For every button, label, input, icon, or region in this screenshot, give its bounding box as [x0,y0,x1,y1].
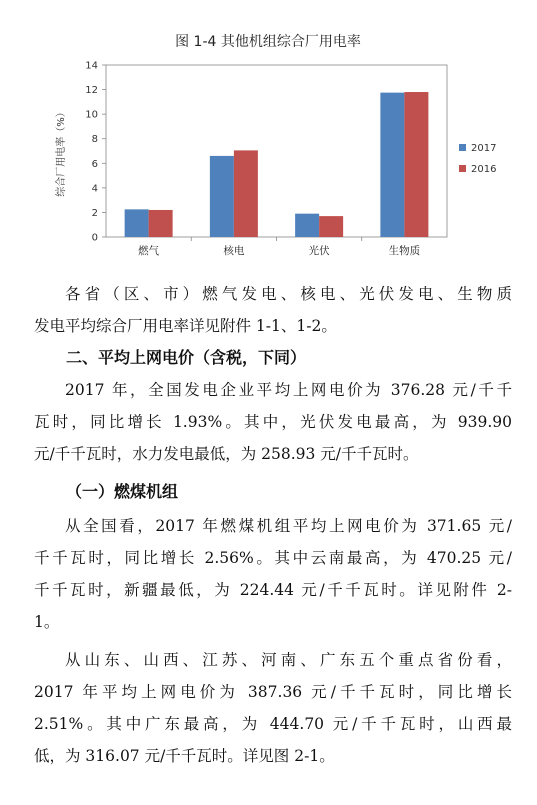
y-tick-label: 10 [85,109,98,121]
paragraph-national-price [34,374,512,470]
y-tick-label: 6 [91,158,98,170]
y-axis-label: 综合厂用电率（%） [56,107,67,197]
legend [459,143,496,175]
text-line: 元/千千瓦时，水力发电最低，为 258.93 元/千千瓦时。 [34,445,419,463]
y-tick-label: 4 [91,183,98,195]
text-line: 发电平均综合厂用电率详见附件 1-1、1-2。 [34,317,337,335]
legend-label: 2017 [471,143,497,154]
bar-2016 [149,210,173,237]
bar-2017 [380,93,404,237]
text-line: 1。 [34,613,60,631]
chart-svg [0,0,537,270]
paragraph-attachment-note [34,278,512,342]
text-line: 各省（区、市）燃气发电、核电、光伏发电、生物质 [65,285,512,303]
bars [125,92,429,237]
legend-label: 2016 [471,164,497,175]
bar-2016 [319,216,343,237]
y-tick-label: 0 [91,232,98,244]
y-tick-label: 12 [85,85,98,97]
bar-2017 [125,209,149,237]
x-tick-label: 生物质 [388,245,421,257]
y-tick-label: 14 [85,60,98,72]
legend-swatch [459,165,466,172]
subsection-heading-coal: （一）燃煤机组 [66,482,179,501]
bar-2017 [210,156,234,237]
text-line: 2.51%。其中广东最高，为 444.70 元/千千瓦时，山西最 [34,715,512,733]
text-line: 从全国看，2017 年燃煤机组平均上网电价为 371.65 元/ [65,517,512,535]
text-line: 瓦时，同比增长 1.93%。其中，光伏发电最高，为 939.90 [34,413,512,431]
x-tick-label: 燃气 [138,245,160,257]
x-tick-label: 光伏 [308,245,330,257]
chart-title: 图 1-4 其他机组综合厂用电率 [175,34,361,50]
section-heading-price: 二、平均上网电价（含税，下同） [66,348,307,367]
x-tick-label: 核电 [223,245,245,257]
bar-2016 [404,92,428,237]
text-line: 千千瓦时，同比增长 2.56%。其中云南最高，为 470.25 元/ [34,549,512,567]
text-line: 低，为 316.07 元/千千瓦时。详见图 2-1。 [34,747,335,765]
y-tick-label: 2 [91,207,98,219]
text-line: 2017 年平均上网电价为 387.36 元/千千瓦时，同比增长 [34,683,512,701]
text-line: 千千瓦时，新疆最低，为 224.44 元/千千瓦时。详见附件 2- [34,581,512,599]
paragraph-coal-national [34,510,512,638]
bar-2016 [234,150,258,237]
legend-swatch [459,144,466,151]
text-line: 2017 年，全国发电企业平均上网电价为 376.28 元/千千 [65,381,512,399]
bar-2017 [295,214,319,237]
text-line: 从山东、山西、江苏、河南、广东五个重点省份看， [65,651,512,669]
y-tick-label: 8 [91,134,98,146]
paragraph-coal-provinces [34,644,512,772]
